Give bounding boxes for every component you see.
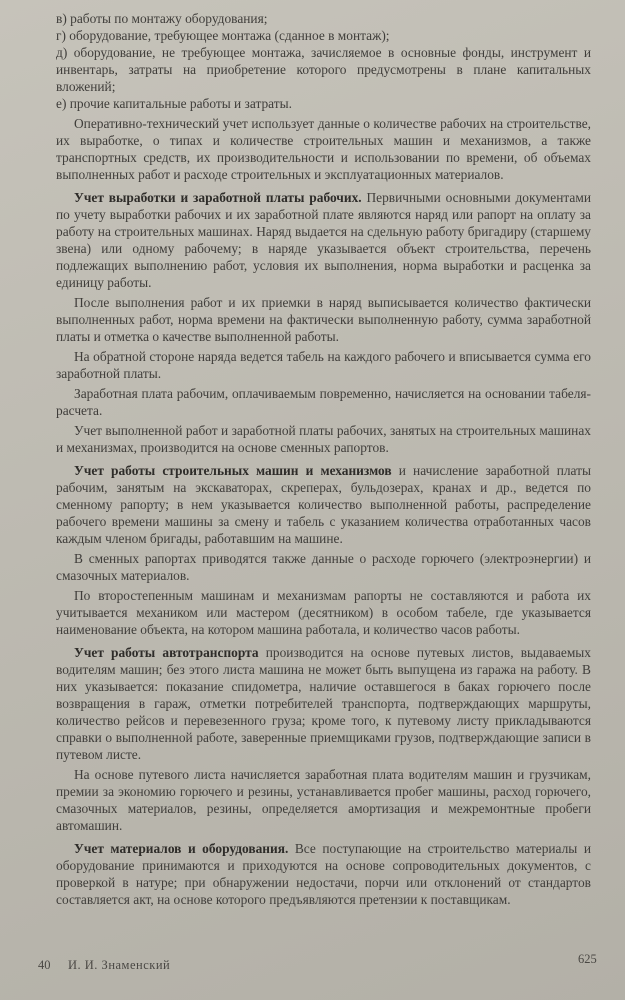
paragraph-text: производится на основе путевых листов, выдаваемых водителям машин; без этого листа машина не может быть выпущена из гаража на работу. В них указывается: показание спидометра, наличие оставшегося в баках горючего после возвращения в гараж, отметки потребителей транспорта, подтверждающих маршруты, количество рейсов и перевезенного груза; кроме того, к путевому листу прикладываются справки о выполненной работе, заверенные приемщиками грузов, подтверждающие записи в путевом листе. <box>56 645 591 762</box>
list-item: в) работы по монтажу оборудования; <box>56 11 268 26</box>
paragraph <box>56 840 591 908</box>
paragraph <box>56 550 591 584</box>
paragraph <box>56 189 591 291</box>
author-name: И. И. Знаменский <box>68 958 171 972</box>
paragraph <box>56 385 591 419</box>
paragraph-text: Оперативно-технический учет использует данные о количестве рабочих на строительстве, их выработке, о типах и количестве строительных машин и механизмов, а также транспортных средств, их производительности и использовании по времени, об объемах выполненных работ и расходе строительных и эксплуатационных материалов. <box>56 116 591 182</box>
paragraph-text: Учет выполненной работ и заработной платы рабочих, занятых на строительных машинах и механизмах, производится на основе сменных рапортов. <box>56 423 591 455</box>
paragraph-text: Заработная плата рабочим, оплачиваемым повременно, начисляется на основании табеля-расчета. <box>56 386 591 418</box>
paragraph-text: На основе путевого листа начисляется заработная плата водителям машин и грузчикам, премии за экономию горючего и резины, устанавливается пробег машины, расход горючего, смазочных материалов, резины, определяется амортизация и межремонтные пробеги автомашин. <box>56 767 591 833</box>
page-number: 40 <box>38 958 51 972</box>
paragraph-heading: Учет работы строительных машин и механизмов <box>74 463 392 478</box>
paragraph-text: В сменных рапортах приводятся также данные о расходе горючего (электроэнергии) и смазочных материалов. <box>56 551 591 583</box>
paragraph <box>56 462 591 547</box>
paragraph-text: и начисление заработной платы рабочим, занятым на экскаваторах, скреперах, бульдозерах, кранах и др., ведется по сменному рапорту; в нем указывается количество выполненной работы, распределение рабочего времени машины за смену и табель с указанием количества отработанных часов каждым членом бригады, работавшим на машине. <box>56 463 591 546</box>
paragraph <box>56 766 591 834</box>
paragraph <box>56 115 591 183</box>
page-text <box>56 10 591 911</box>
paragraph <box>56 422 591 456</box>
paragraph-text: По второстепенным машинам и механизмам рапорты не составляются и работа их учитывается механиком или мастером (десятником) в особом табеле, где указывается наименование объекта, на котором машина работала, и количество часов работы. <box>56 588 591 637</box>
paragraph-text: После выполнения работ и их приемки в наряд выписывается количество фактически выполненных работ, норма времени на фактически выполненную работу, сумма заработной платы и отметка о качестве выполненной работы. <box>56 295 591 344</box>
list-item: е) прочие капитальные работы и затраты. <box>56 96 292 111</box>
paragraph-text: На обратной стороне наряда ведется табель на каждого рабочего и вписывается сумма его заработной платы. <box>56 349 591 381</box>
list-item: д) оборудование, не требующее монтажа, зачисляемое в основные фонды, инструмент и инвентарь, затраты на приобретение которого предусмотрены в плане капитальных вложений; <box>56 45 591 94</box>
paragraph <box>56 644 591 763</box>
paragraph-text: Первичными основными документами по учету выработки рабочих и их заработной плате являются наряд или рапорт на оплату за работу на строительных машинах. Наряд выдается на сдельную работу бригадиру (старшему звена) или одному рабочему; в наряде указывается объект строительства, перечень подлежащих выполнению работ, условия их выполнения, норма выработки и расценка за единицу работы. <box>56 190 591 290</box>
sheet-number: 625 <box>578 952 597 966</box>
list-item: г) оборудование, требующее монтажа (сданное в монтаж); <box>56 28 390 43</box>
paragraph-heading: Учет выработки и заработной платы рабочих. <box>74 190 362 205</box>
paragraph <box>56 294 591 345</box>
paragraph <box>56 587 591 638</box>
paragraph-text: Все поступающие на строительство материалы и оборудование принимаются и приходуются на основе сопроводительных документов, с проверкой в натуре; при обнаружении недостачи, порчи или отклонений от стандартов составляется акт, на основе которого предъявляются претензии к поставщикам. <box>56 841 591 907</box>
paragraph <box>56 348 591 382</box>
paragraph-heading: Учет работы автотранспорта <box>74 645 259 660</box>
paragraph-heading: Учет материалов и оборудования. <box>74 841 289 856</box>
